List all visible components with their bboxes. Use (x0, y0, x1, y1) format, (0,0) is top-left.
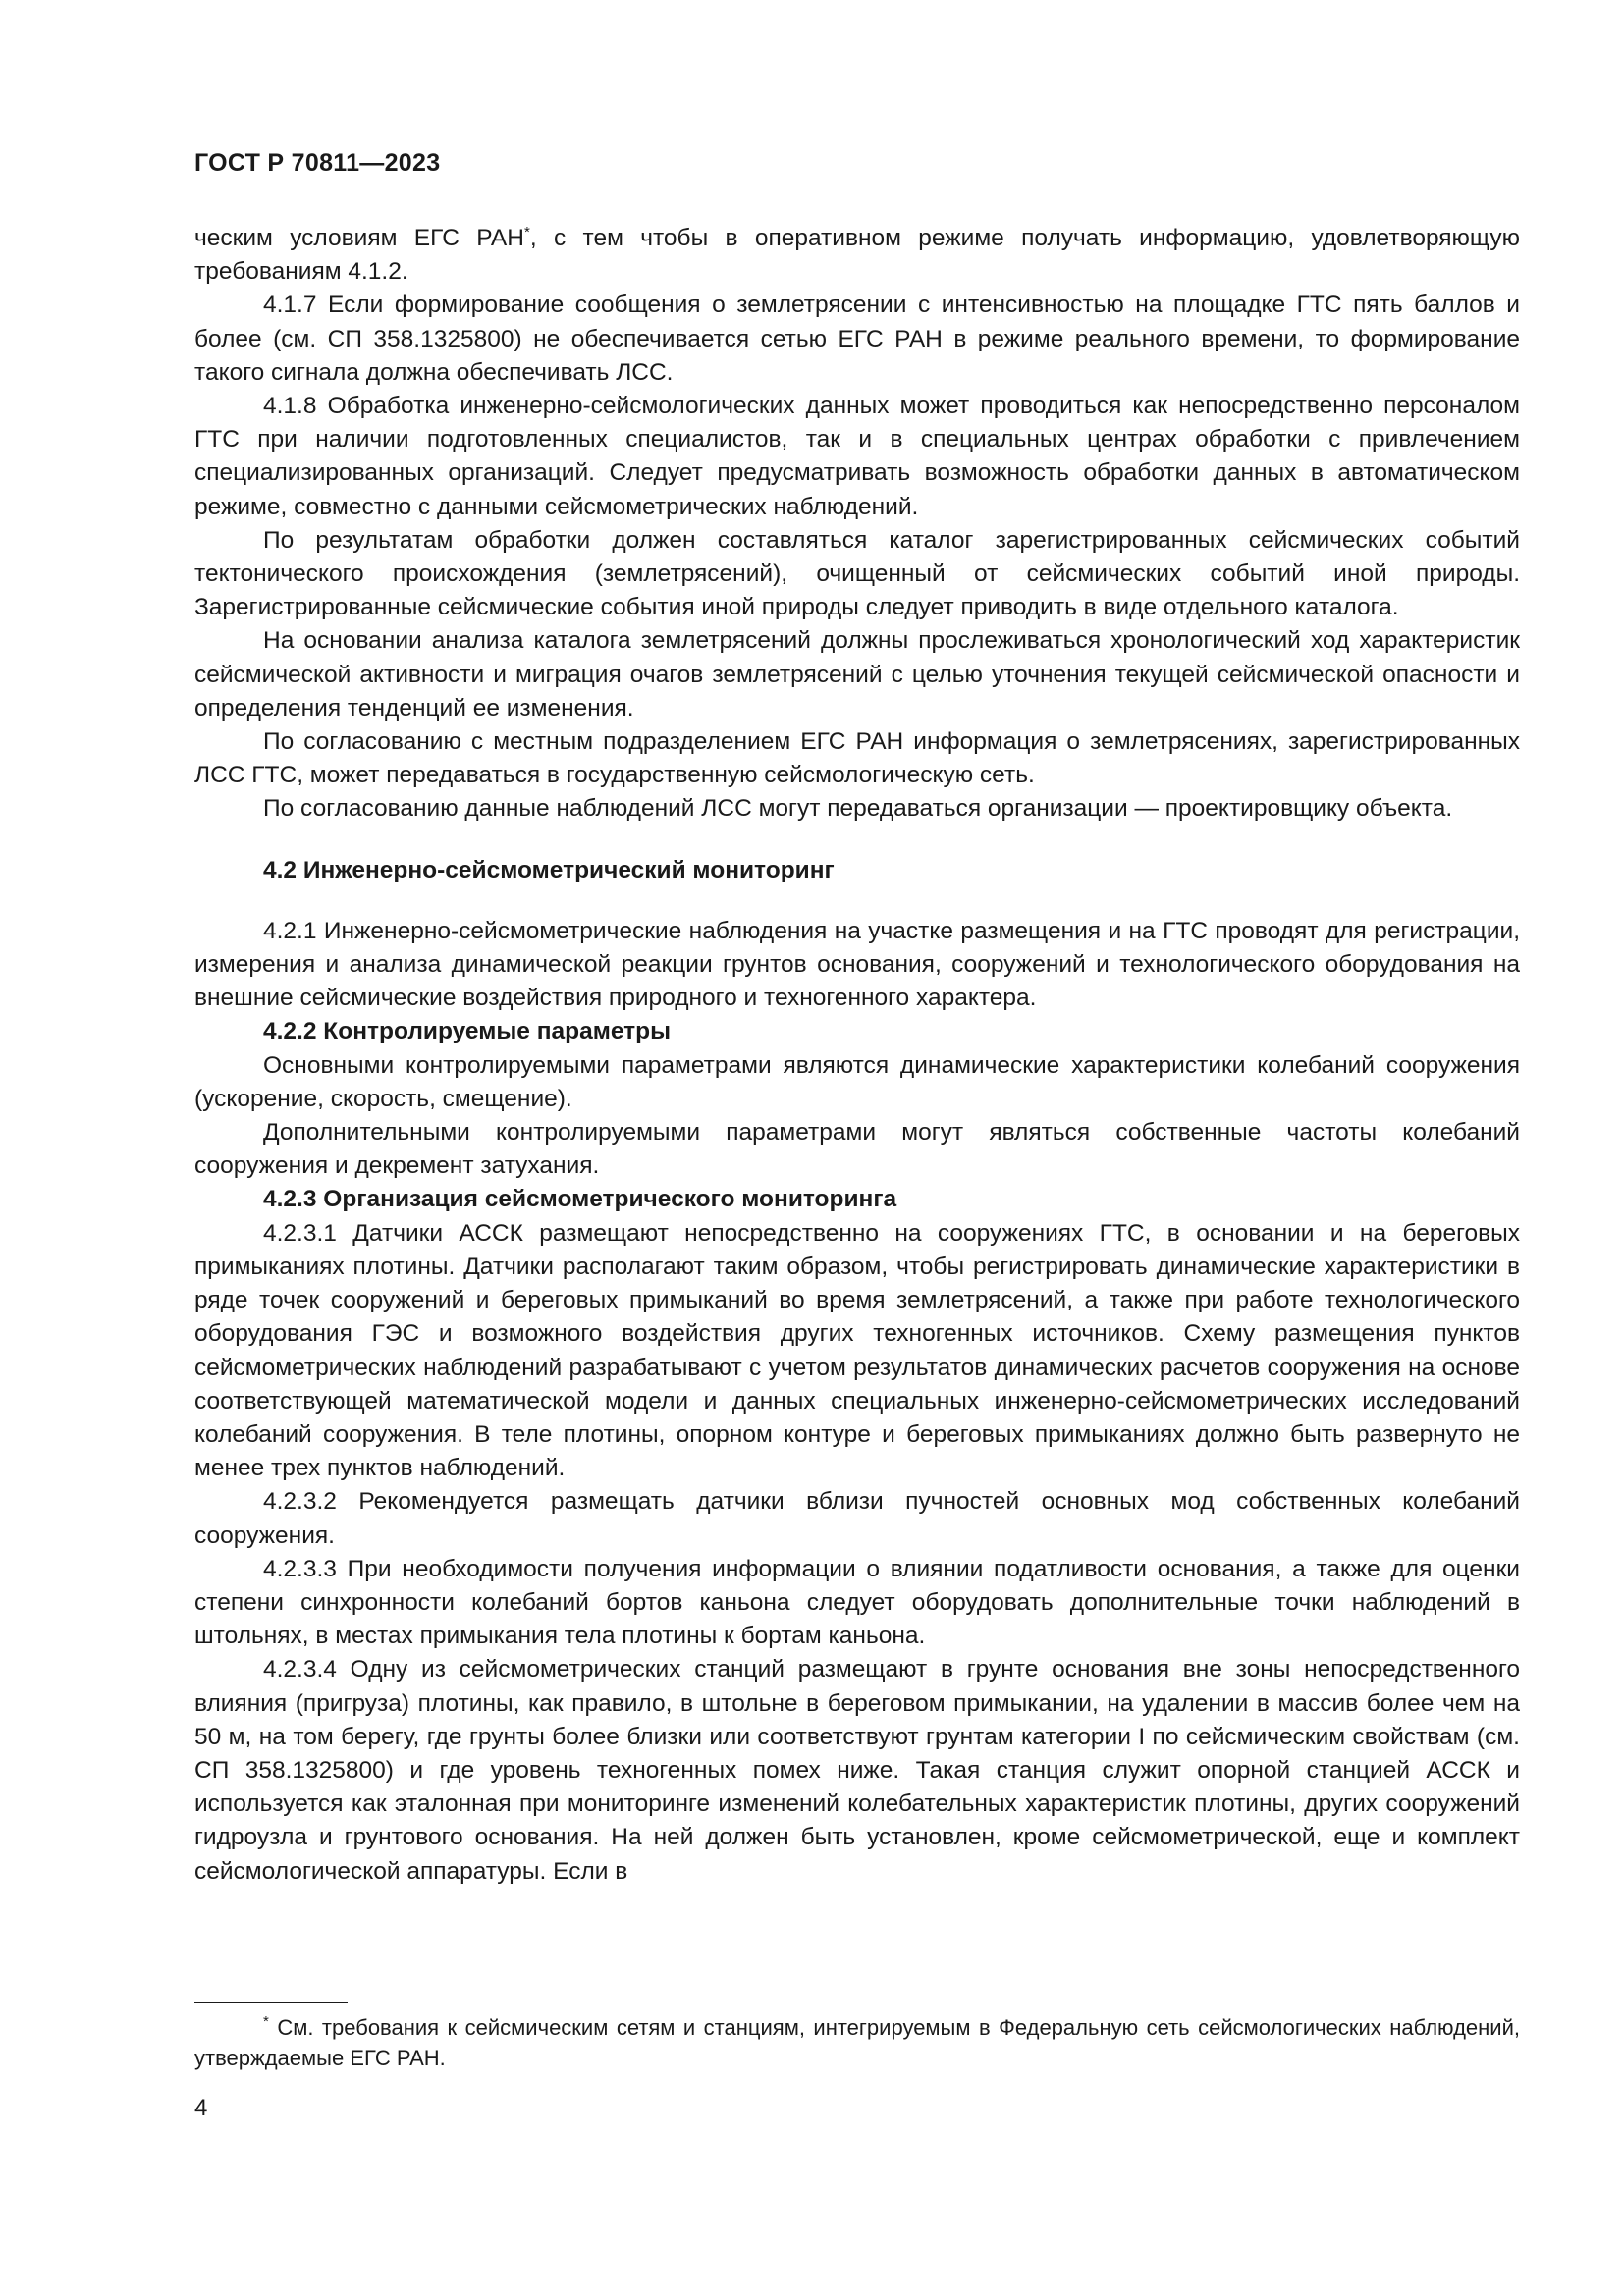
paragraph-analysis: На основании анализа каталога землетрясений должны прослеживаться хронологический ход характеристик сейсмической активности и миграция очагов землетрясений с целью уточнения текущей сейсмической опасности и определения тенденций ее изменения. (194, 627, 1520, 721)
paragraph-continuation (194, 222, 1520, 289)
paragraph-agreement-designer: По согласованию данные наблюдений ЛСС могут передаваться организации — проектировщику объекта. (263, 795, 1453, 823)
footnote-mark: * (263, 2013, 269, 2030)
section-heading-4-2: 4.2 Инженерно-сейсмометрический мониторинг (263, 856, 835, 883)
footnote (194, 2012, 1520, 2073)
clause-4-2-3-3: 4.2.3.3 При необходимости получения информации о влиянии податливости основания, а также для оценки степени синхронности колебаний бортов каньона следует оборудовать дополнительные точки наблюдений в штольнях, в местах примыкания тела плотины к бортам каньона. (194, 1555, 1520, 1650)
footnote-separator (194, 2002, 348, 2003)
clause-4-2-3-4: 4.2.3.4 Одну из сейсмометрических станций размещают в грунте основания вне зоны непосредственного влияния (пригруза) плотины, как правило, в штольне в береговом примыкании, на удалении в массив более чем на 50 м, на том берегу, где грунты более близки или соответствуют грунтам категории I по сейсмическим свойствам (см. СП 358.1325800) и где уровень техногенных помех ниже. Такая станция служит опорной станцией АССК и используется как эталонная при мониторинге изменений колебательных характеристик плотины, других сооружений гидроузла и грунтового основания. На ней должен быть установлен, кроме сейсмометрической, еще и комплект сейсмологической аппаратуры. Если в (194, 1656, 1520, 1885)
subsection-heading-4-2-2: 4.2.2 Контролируемые параметры (263, 1018, 672, 1045)
paragraph-text: ческим условиям ЕГС РАН (194, 225, 524, 251)
footnote-reference-mark[interactable]: * (523, 224, 530, 240)
document-code-header: ГОСТ Р 70811—2023 (194, 149, 441, 177)
clause-4-2-1: 4.2.1 Инженерно-сейсмометрические наблюдения на участке размещения и на ГТС проводят для регистрации, измерения и анализа динамической реакции грунтов основания, сооружений и технологического оборудования на внешние сейсмические воздействия природного и техногенного характера. (194, 917, 1520, 1012)
page-number: 4 (194, 2095, 208, 2121)
document-body (194, 222, 1520, 1889)
footnote-text: См. требования к сейсмическим сетям и станциям, интегрируемым в Федеральную сеть сейсмологических наблюдений, утверждаемые ЕГС РАН. (194, 2015, 1520, 2070)
paragraph-text: , с тем чтобы в оперативном режиме получать информацию, удовлетворяющую требованиям 4.1.2. (194, 225, 1520, 286)
subsection-heading-4-2-3: 4.2.3 Организация сейсмометрического мониторинга (263, 1186, 897, 1213)
clause-4-2-3-2: 4.2.3.2 Рекомендуется размещать датчики вблизи пучностей основных мод собственных колебаний сооружения. (194, 1488, 1520, 1549)
paragraph-agreement-egs: По согласованию с местным подразделением ЕГС РАН информация о землетрясениях, зарегистрированных ЛСС ГТС, может передаваться в государственную сейсмологическую сеть. (194, 728, 1520, 789)
clause-4-1-8: 4.1.8 Обработка инженерно-сейсмологических данных может проводиться как непосредственно персоналом ГТС при наличии подготовленных специалистов, так и в специальных центрах обработки с привлечением специализированных организаций. Следует предусматривать возможность обработки данных в автоматическом режиме, совместно с данными сейсмометрических наблюдений. (194, 393, 1520, 520)
paragraph-catalog: По результатам обработки должен составляться каталог зарегистрированных сейсмических событий тектонического происхождения (землетрясений), очищенный от сейсмических событий иной природы. Зарегистрированные сейсмические события иной природы следует приводить в виде отдельного каталога. (194, 526, 1520, 621)
paragraph-main-parameters: Основными контролируемыми параметрами являются динамические характеристики колебаний сооружения (ускорение, скорость, смещение). (194, 1051, 1520, 1112)
clause-4-1-7: 4.1.7 Если формирование сообщения о землетрясении с интенсивностью на площадке ГТС пять баллов и более (см. СП 358.1325800) не обеспечивается сетью ЕГС РАН в режиме реального времени, то формирование такого сигнала должна обеспечивать ЛСС. (194, 292, 1520, 386)
paragraph-additional-parameters: Дополнительными контролируемыми параметрами могут являться собственные частоты колебаний сооружения и декремент затухания. (194, 1119, 1520, 1180)
clause-4-2-3-1: 4.2.3.1 Датчики АССК размещают непосредственно на сооружениях ГТС, в основании и на береговых примыканиях плотины. Датчики располагают таким образом, чтобы регистрировать динамические характеристики в ряде точек сооружений и береговых примыканий во время землетрясений, а также при работе технологического оборудования ГЭС и возможного воздействия других техногенных источников. Схему размещения пунктов сейсмометрических наблюдений разрабатывают с учетом результатов динамических расчетов сооружения на основе соответствующей математической модели и данных специальных инженерно-сейсмометрических исследований колебаний сооружения. В теле плотины, опорном контуре и береговых примыканиях должно быть развернуто не менее трех пунктов наблюдений. (194, 1219, 1520, 1482)
